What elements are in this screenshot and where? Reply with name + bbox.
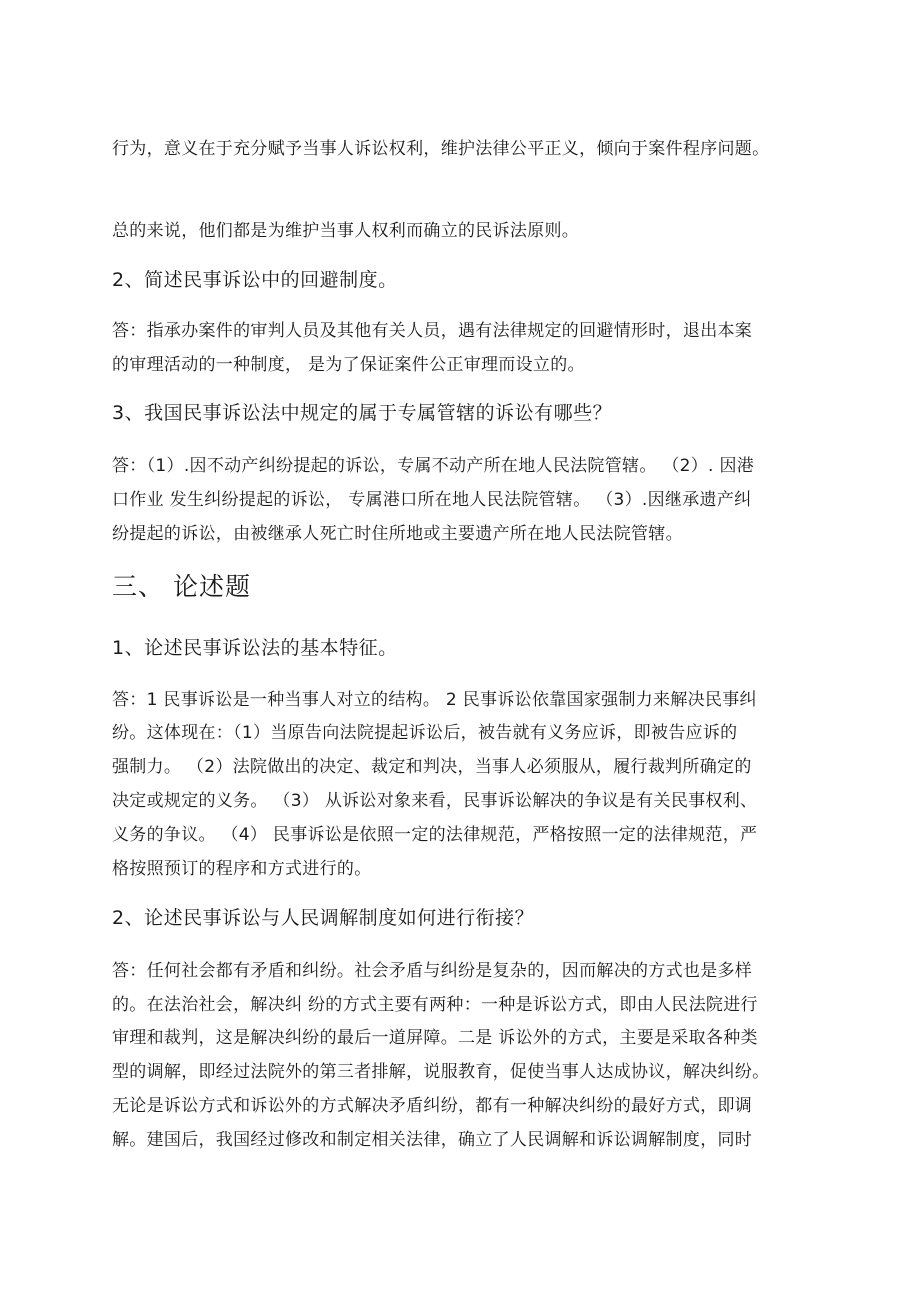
question-heading: 1、论述民事诉讼法的基本特征。 <box>112 637 398 659</box>
paragraph-line: 的审理活动的一种制度， 是为了保证案件公正审理而设立的。 <box>112 355 585 375</box>
paragraph-line: 的。在法治社会，解决纠 纷的方式主要有两种：一种是诉讼方式，即由人民法院进行 <box>112 995 758 1015</box>
paragraph-line: 格按照预订的程序和方式进行的。 <box>112 859 372 879</box>
paragraph-line: 答：1 民事诉讼是一种当事人对立的结构。 2 民事诉讼依靠国家强制力来解决民事纠 <box>112 690 757 710</box>
paragraph-line: 义务的争议。 （4） 民事诉讼是依照一定的法律规范，严格按照一定的法律规范，严 <box>112 825 758 845</box>
paragraph-line: 强制力。 （2）法院做出的决定、裁定和判决，当事人必须服从，履行裁判所确定的 <box>112 757 752 777</box>
question-heading: 3、我国民事诉讼法中规定的属于专属管辖的诉讼有哪些？ <box>112 402 613 424</box>
paragraph-line: 总的来说，他们都是为维护当事人权利而确立的民诉法原则。 <box>112 221 580 241</box>
paragraph-line: 答：（1）.因不动产纠纷提起的诉讼，专属不动产所在地人民法院管辖。 （2）. 因港 <box>112 456 755 476</box>
question-heading: 2、论述民事诉讼与人民调解制度如何进行衔接？ <box>112 907 535 929</box>
paragraph-line: 审理和裁判，这是解决纠纷的最后一道屏障。二是 诉讼外的方式，主要是采取各种类 <box>112 1028 758 1048</box>
paragraph-line: 口作业 发生纠纷提起的诉讼， 专属港口所在地人民法院管辖。 （3）.因继承遗产纠 <box>112 490 752 510</box>
paragraph-line: 解。建国后，我国经过修改和制定相关法律，确立了人民调解和诉讼调解制度，同时 <box>112 1130 753 1150</box>
paragraph-line: 型的调解，即经过法院外的第三者排解，说服教育，促使当事人达成协议，解决纠纷。 <box>112 1062 770 1082</box>
paragraph-line: 决定或规定的义务。 （3） 从诉讼对象来看，民事诉讼解决的争议是有关民事权利、 <box>112 791 758 811</box>
paragraph-line: 行为，意义在于充分赋予当事人诉讼权利，维护法律公平正义，倾向于案件程序问题。 <box>112 139 770 159</box>
paragraph-line: 无论是诉讼方式和诉讼外的方式解决矛盾纠纷，都有一种解决纠纷的最好方式，即调 <box>112 1096 753 1116</box>
paragraph-line: 纷。这体现在：（1）当原告向法院提起诉讼后，被告就有义务应诉，即被告应诉的 <box>112 723 738 743</box>
question-heading: 2、简述民事诉讼中的回避制度。 <box>112 269 398 291</box>
paragraph-line: 答：指承办案件的审判人员及其他有关人员，遇有法律规定的回避情形时，退出本案 <box>112 321 753 341</box>
paragraph-line: 答：任何社会都有矛盾和纠纷。社会矛盾与纠纷是复杂的，因而解决的方式也是多样 <box>112 961 753 981</box>
paragraph-line: 纷提起的诉讼，由被继承人死亡时住所地或主要遗产所在地人民法院管辖。 <box>112 524 683 544</box>
section-heading: 三、 论述题 <box>112 572 251 601</box>
